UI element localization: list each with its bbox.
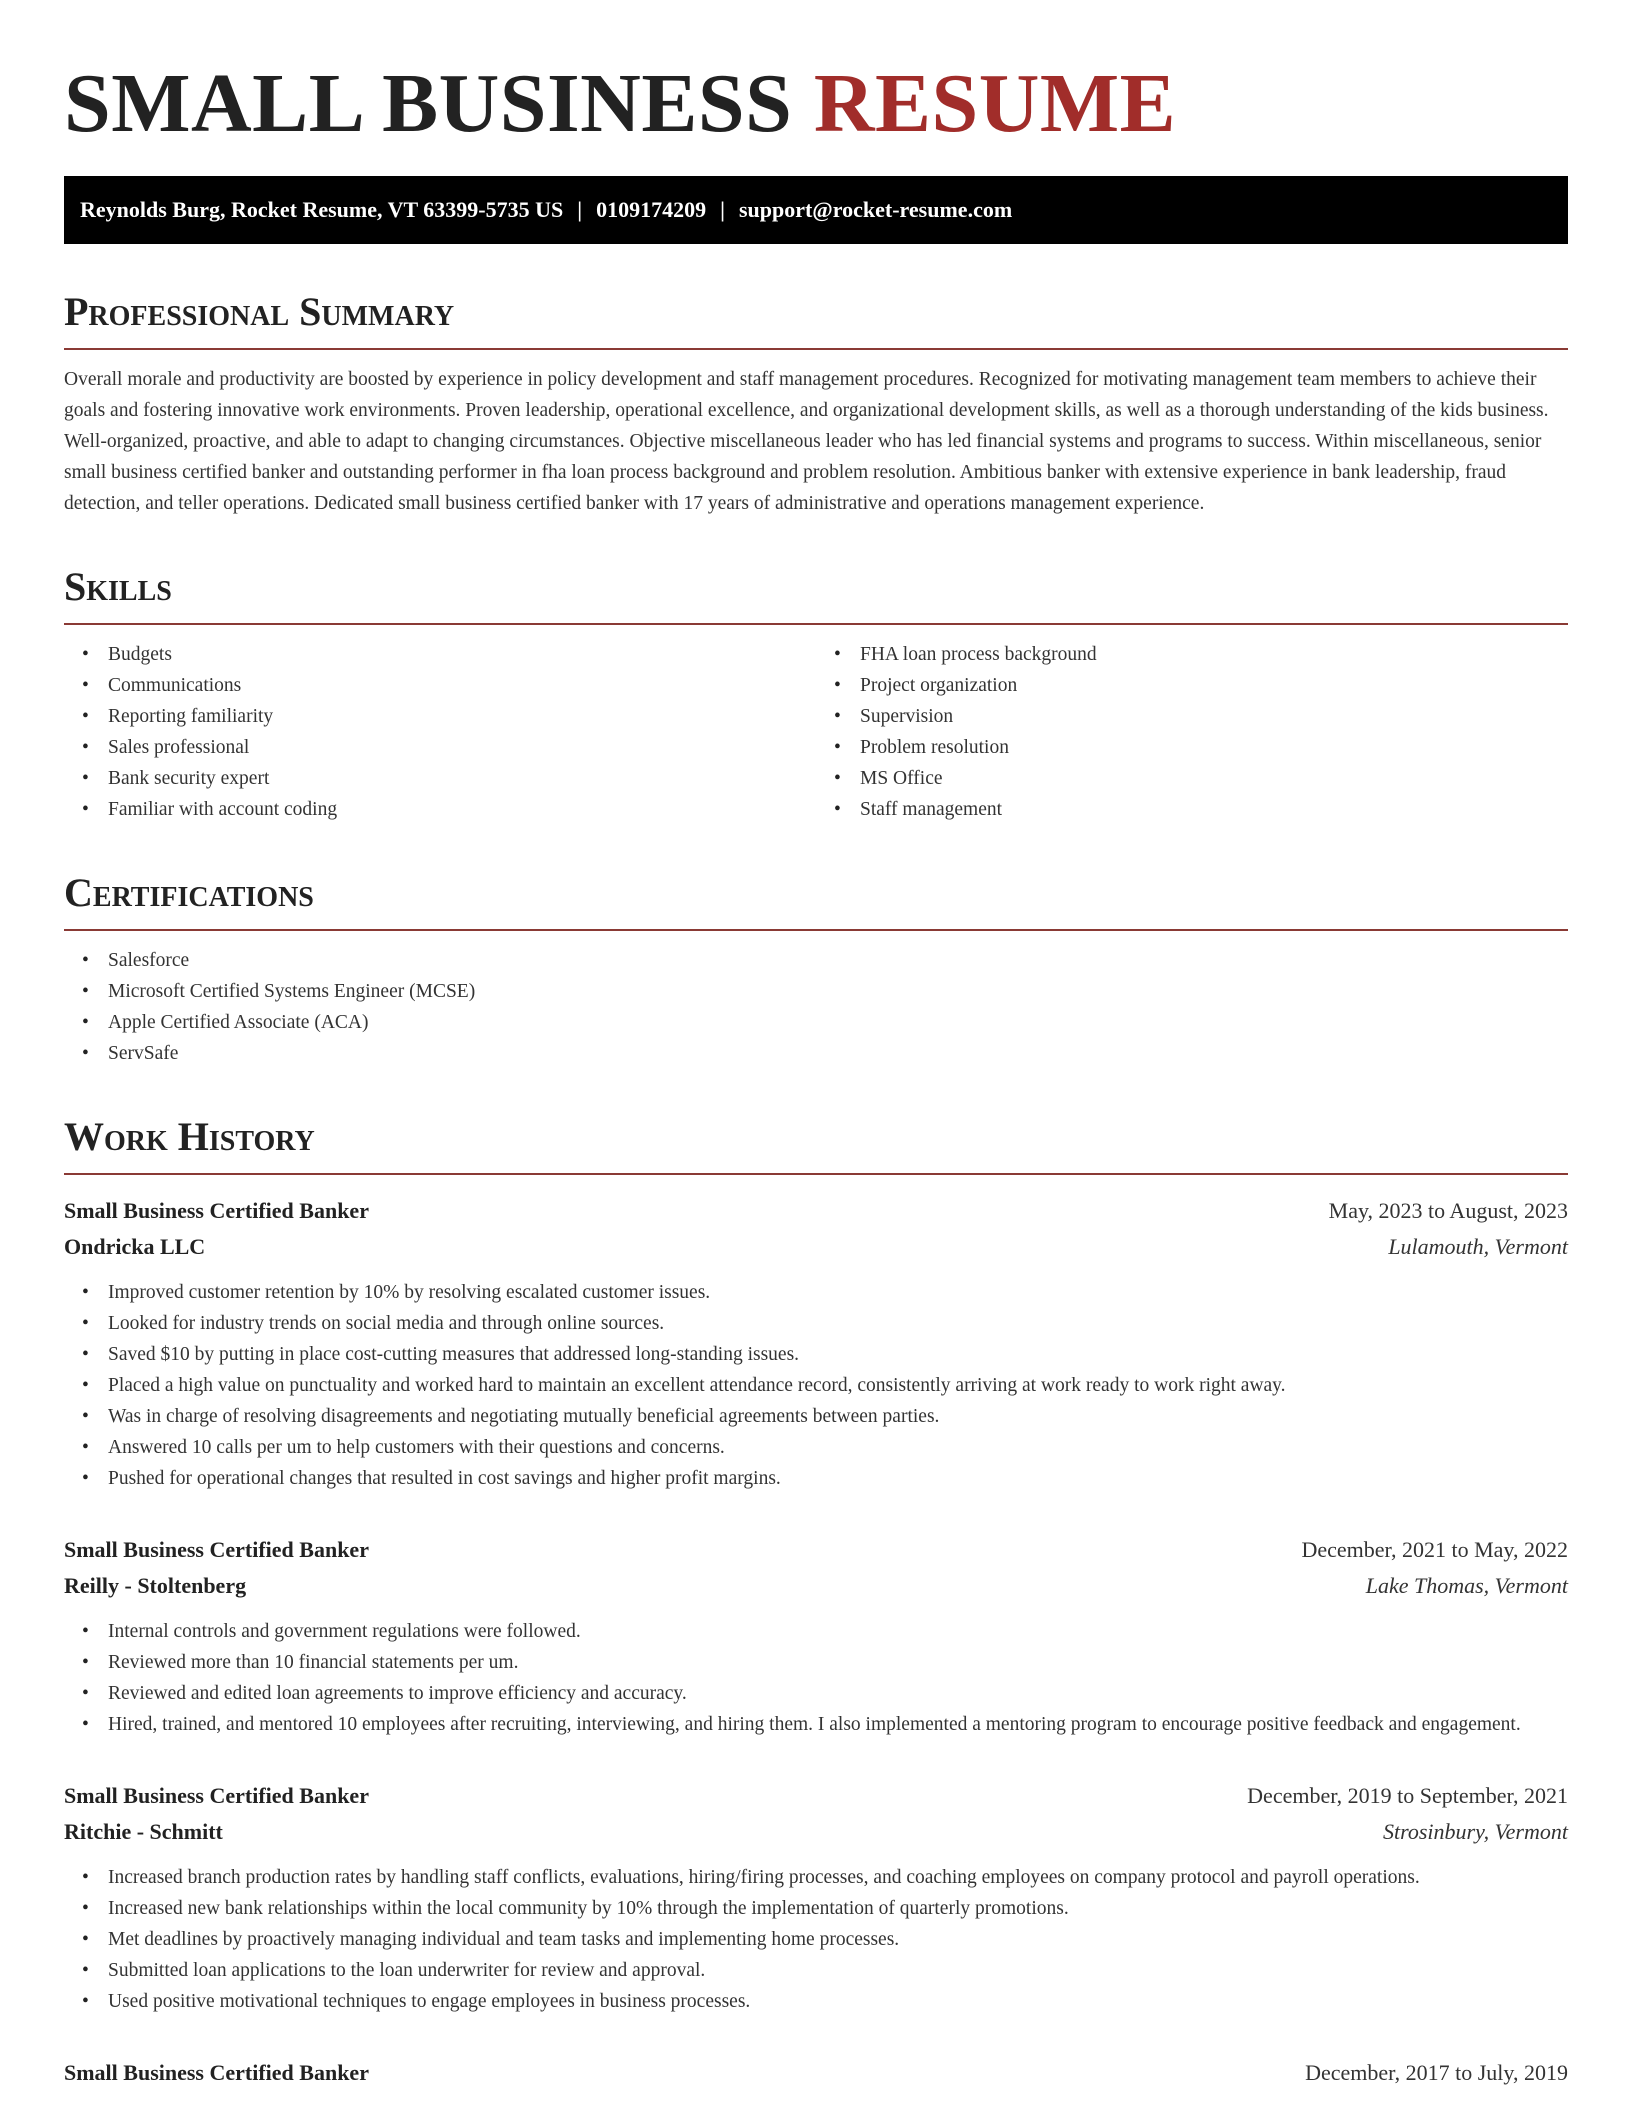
skill-item: • Communications — [108, 670, 816, 701]
job-bullet: • Answered 10 calls per um to help customers with their questions and concerns. — [108, 1432, 1568, 1463]
summary-heading: Professional Summary — [64, 288, 1568, 350]
certification-item: • Apple Certified Associate (ACA) — [108, 1007, 1568, 1038]
title-accent: RESUME — [813, 57, 1177, 150]
resume-title — [64, 56, 1568, 152]
job-bullet: • Reviewed and edited loan agreements to improve efficiency and accuracy. — [108, 1678, 1568, 1709]
job-bullet: • Pushed for operational changes that resulted in cost savings and higher profit margins. — [108, 1463, 1568, 1494]
certification-item: • Microsoft Certified Systems Engineer (MCSE) — [108, 976, 1568, 1007]
job-bullet: • Was in charge of resolving disagreements and negotiating mutually beneficial agreements between parties. — [108, 1401, 1568, 1432]
job-dates: December, 2019 to September, 2021 — [1247, 1783, 1568, 1808]
skill-item: • Project organization — [860, 670, 1568, 701]
job-bullet: • Increased branch production rates by handling staff conflicts, evaluations, hiring/firing processes, and coaching employees on company protocol and payroll operations. — [108, 1862, 1568, 1893]
job-company: Ritchie - Schmitt — [64, 1819, 223, 1844]
job-location: Lake Thomas, Vermont — [1365, 1573, 1568, 1598]
job-company-row — [64, 1814, 1568, 1850]
contact-address: Reynolds Burg, Rocket Resume, VT 63399-5735 US — [80, 197, 564, 222]
job-company-row — [64, 1229, 1568, 1265]
skills-grid — [64, 639, 1568, 825]
skills-list-right — [816, 639, 1568, 825]
contact-separator: | — [720, 197, 725, 222]
job-bullets — [64, 1862, 1568, 2017]
job-bullet: • Submitted loan applications to the loan underwriter for review and approval. — [108, 1955, 1568, 1986]
job-bullets — [64, 1277, 1568, 1494]
skill-item: • Staff management — [860, 794, 1568, 825]
job-entry — [64, 1532, 1568, 1740]
title-main: SMALL BUSINESS — [64, 57, 793, 150]
job-bullet: • Improved customer retention by 10% by resolving escalated customer issues. — [108, 1277, 1568, 1308]
job-company: Ondricka LLC — [64, 1234, 206, 1259]
job-company: Reilly - Stoltenberg — [64, 1573, 247, 1598]
job-bullet: • Used positive motivational techniques to engage employees in business processes. — [108, 1986, 1568, 2017]
skill-item: • Budgets — [108, 639, 816, 670]
skill-item: • Bank security expert — [108, 763, 816, 794]
job-title: Small Business Certified Banker — [64, 2060, 369, 2085]
skill-item: • Familiar with account coding — [108, 794, 816, 825]
job-entry — [64, 1778, 1568, 2017]
skill-item: • Reporting familiarity — [108, 701, 816, 732]
job-dates: May, 2023 to August, 2023 — [1328, 1198, 1568, 1223]
job-title: Small Business Certified Banker — [64, 1537, 369, 1562]
job-location: Lulamouth, Vermont — [1388, 1234, 1568, 1259]
job-company-row — [64, 1568, 1568, 1604]
contact-phone: 0109174209 — [596, 197, 707, 222]
work-history-heading: Work History — [64, 1113, 1568, 1175]
job-bullets — [64, 1616, 1568, 1740]
resume-page — [64, 0, 1568, 2091]
certifications-list — [64, 945, 1568, 1069]
certifications-heading: Certifications — [64, 869, 1568, 931]
job-title: Small Business Certified Banker — [64, 1198, 369, 1223]
job-title: Small Business Certified Banker — [64, 1783, 369, 1808]
job-bullet: • Saved $10 by putting in place cost-cutting measures that addressed long-standing issues. — [108, 1339, 1568, 1370]
job-bullet: • Hired, trained, and mentored 10 employees after recruiting, interviewing, and hiring them. I also implemented a mentoring program to encourage positive feedback and engagement. — [108, 1709, 1568, 1740]
skill-item: • FHA loan process background — [860, 639, 1568, 670]
job-bullet: • Reviewed more than 10 financial statements per um. — [108, 1647, 1568, 1678]
job-bullet: • Met deadlines by proactively managing individual and team tasks and implementing home processes. — [108, 1924, 1568, 1955]
skill-item: • Supervision — [860, 701, 1568, 732]
job-header-row — [64, 1778, 1568, 1814]
contact-separator: | — [577, 197, 583, 222]
job-dates: December, 2017 to July, 2019 — [1305, 2060, 1568, 2085]
job-header-row — [64, 1193, 1568, 1229]
summary-text: Overall morale and productivity are boosted by experience in policy development and staff management procedures. Recognized for motivating management team members to achieve their goals and fostering innovative work environments. Proven leadership, operational excellence, and organizational development skills, as well as a thorough understanding of the kids business. Well-organized, proactive, and able to adapt to changing circumstances. Objective miscellaneous leader who has led financial systems and programs to success. Within miscellaneous, senior small business certified banker and outstanding performer in fha loan process background and problem resolution. Ambitious banker with extensive experience in bank leadership, fraud detection, and teller operations. Dedicated small business certified banker with 17 years of administrative and operations management experience. — [64, 369, 1549, 514]
job-bullet: • Placed a high value on punctuality and worked hard to maintain an excellent attendance record, consistently arriving at work ready to work right away. — [108, 1370, 1568, 1401]
skills-list-left — [64, 639, 816, 825]
contact-bar — [64, 176, 1568, 244]
job-bullet: • Internal controls and government regulations were followed. — [108, 1616, 1568, 1647]
contact-email: support@rocket-resume.com — [738, 197, 1013, 222]
certification-item: • ServSafe — [108, 1038, 1568, 1069]
job-entry — [64, 1193, 1568, 1494]
job-bullet: • Increased new bank relationships within the local community by 10% through the implementation of quarterly promotions. — [108, 1893, 1568, 1924]
job-header-row — [64, 1532, 1568, 1568]
skills-heading: Skills — [64, 563, 1568, 625]
certification-item: • Salesforce — [108, 945, 1568, 976]
skill-item: • Sales professional — [108, 732, 816, 763]
skill-item: • Problem resolution — [860, 732, 1568, 763]
job-bullet: • Looked for industry trends on social media and through online sources. — [108, 1308, 1568, 1339]
job-header-row — [64, 2055, 1568, 2091]
job-location: Strosinbury, Vermont — [1383, 1819, 1568, 1844]
job-dates: December, 2021 to May, 2022 — [1301, 1537, 1568, 1562]
skill-item: • MS Office — [860, 763, 1568, 794]
job-entry — [64, 2055, 1568, 2091]
